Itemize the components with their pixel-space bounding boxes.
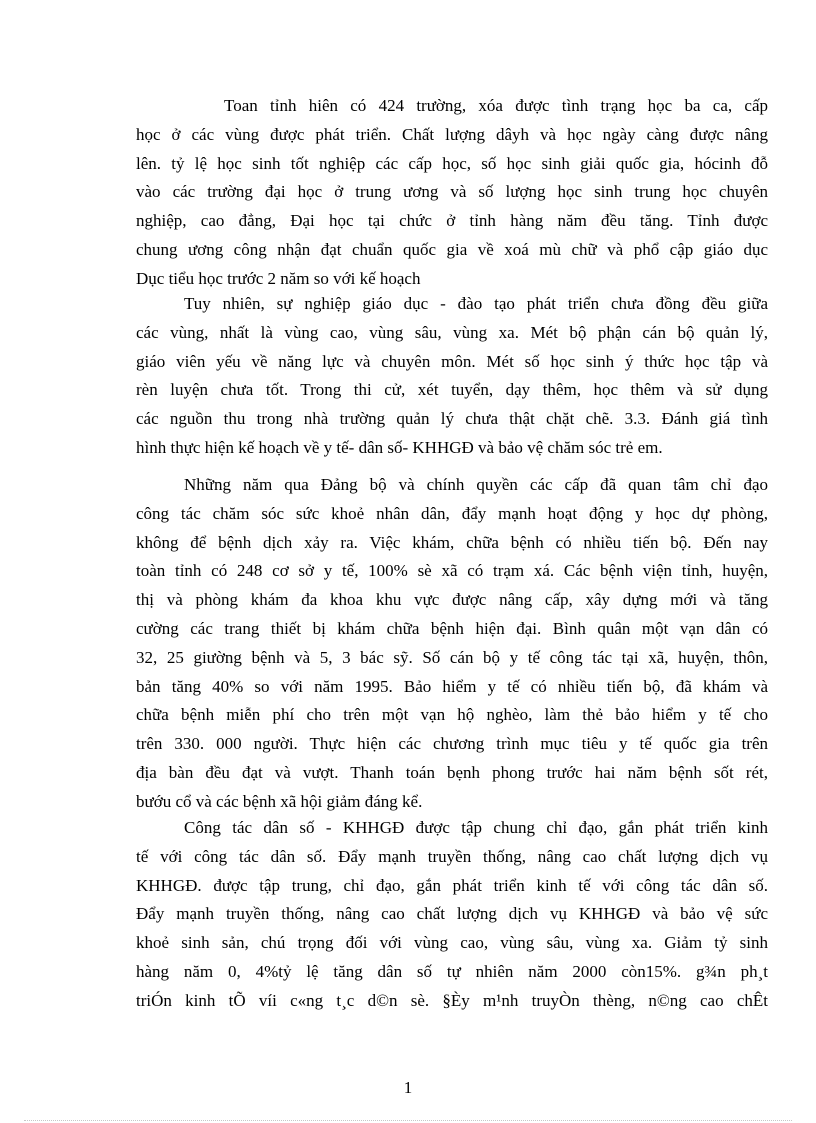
paragraph-education-1 [136, 92, 768, 294]
text-line: cường các trang thiết bị khám chữa bệnh hiện đại. Bình quân một vạn dân có [136, 618, 768, 638]
text-line: giáo viên yếu về năng lực và chuyên môn. Mét số học sinh ý thức học tập và [136, 351, 768, 371]
text-line: Tuy nhiên, sự nghiệp giáo dục - đào tạo phát triển chưa đồng đều giữa [184, 294, 768, 313]
text-line: Công tác dân số - KHHGĐ được tập chung chỉ đạo, gắn phát triển kinh [184, 818, 768, 837]
text-line: rèn luyện chưa tốt. Trong thi cử, xét tuyển, dạy thêm, học thêm và sử dụng [136, 380, 768, 400]
text-line: không để bệnh dịch xảy ra. Việc khám, chữa bệnh có nhiều tiến bộ. Đến nay [136, 532, 768, 552]
text-line: Đẩy mạnh truyền thống, nâng cao chất lượng dịch vụ KHHGĐ và bảo vệ sức [136, 904, 768, 924]
text-line: thị và phòng khám đa khoa khu vực được nâng cấp, xây dựng mới và tăng [136, 590, 768, 610]
text-line: trên 330. 000 người. Thực hiện các chương trình mục tiêu y tế quốc gia trên [136, 734, 768, 754]
text-line: tế với công tác dân số. Đẩy mạnh truyền thống, nâng cao chất lượng dịch vụ [136, 846, 768, 866]
text-line: triÓn kinh tÕ víi c«ng t¸c d©n sè. §Èy m¹nh truyÒn thèng, n©ng cao chÊt [136, 990, 768, 1010]
text-line: nghiệp, cao đẳng, Đại học tại chức ở tỉnh hàng năm đều tăng. Tỉnh được [136, 211, 768, 231]
text-line: địa bàn đều đạt và vượt. Thanh toán bẹnh phong trước hai năm bệnh sốt rét, [136, 762, 768, 782]
text-line: KHHGĐ. được tập trung, chỉ đạo, gắn phát triển kinh tế với công tác dân số. [136, 875, 768, 895]
text-line: Toan tỉnh hiên có 424 trường, xóa được tình trạng học ba ca, cấp [224, 96, 768, 115]
text-line: bản tăng 40% so với năm 1995. Bảo hiểm y tế có nhiều tiến bộ, đã khám và [136, 676, 768, 696]
page-number: 1 [403, 1078, 413, 1097]
text-line: công tác chăm sóc sức khoẻ nhân dân, đẩy mạnh hoạt động y học dự phòng, [136, 503, 768, 523]
text-line: 32, 25 giường bệnh và 5, 3 bác sỹ. Số cán bộ y tế công tác tại xã, huyện, thôn, [136, 647, 768, 667]
text-line: bướu cổ và các bệnh xã hội giảm đáng kể. [136, 791, 423, 811]
text-line: chung ương công nhận đạt chuẩn quốc gia về xoá mù chữ và phổ cập giáo dục [136, 239, 768, 259]
footer-divider [24, 1120, 792, 1121]
text-line: các nguồn thu trong nhà trường quản lý chưa thật chặt chẽ. 3.3. Đánh giá tình [136, 409, 768, 429]
text-line: hình thực hiện kế hoạch về y tế- dân số- KHHGĐ và bảo vệ chăm sóc trẻ em. [136, 437, 663, 457]
text-line: khoẻ sinh sản, chú trọng đối với vùng cao, vùng sâu, vùng xa. Giảm tỷ sinh [136, 933, 768, 953]
text-line: học ở các vùng được phát triển. Chất lượng dâyh và học ngày càng được nâng [136, 124, 768, 144]
text-line: Dục tiểu học trước 2 năm so với kế hoạch [136, 268, 421, 288]
paragraph-education-2 [136, 290, 768, 463]
text-line: hàng năm 0, 4%tỷ lệ tăng dân số tự nhiên năm 2000 còn15%. g¾n ph¸t [136, 961, 768, 981]
paragraph-healthcare [136, 471, 768, 817]
text-line: lên. tỷ lệ học sinh tốt nghiệp các cấp học, số học sinh giải quốc gia, hócinh đỗ [136, 153, 768, 173]
text-line: Những năm qua Đảng bộ và chính quyền các cấp đã quan tâm chỉ đạo [184, 475, 768, 494]
text-line: toàn tỉnh có 248 cơ sở y tế, 100% sè xã có trạm xá. Các bệnh viện tỉnh, huyện, [136, 561, 768, 581]
text-line: vào các trường đại học ở trung ương và số lượng học sinh trung học chuyên [136, 182, 768, 202]
text-line: các vùng, nhất là vùng cao, vùng sâu, vùng xa. Mét bộ phận cán bộ quản lý, [136, 322, 768, 342]
paragraph-population [136, 814, 768, 1016]
text-line: chữa bệnh miễn phí cho trên một vạn hộ nghèo, làm thẻ bảo hiểm y tế cho [136, 705, 768, 725]
